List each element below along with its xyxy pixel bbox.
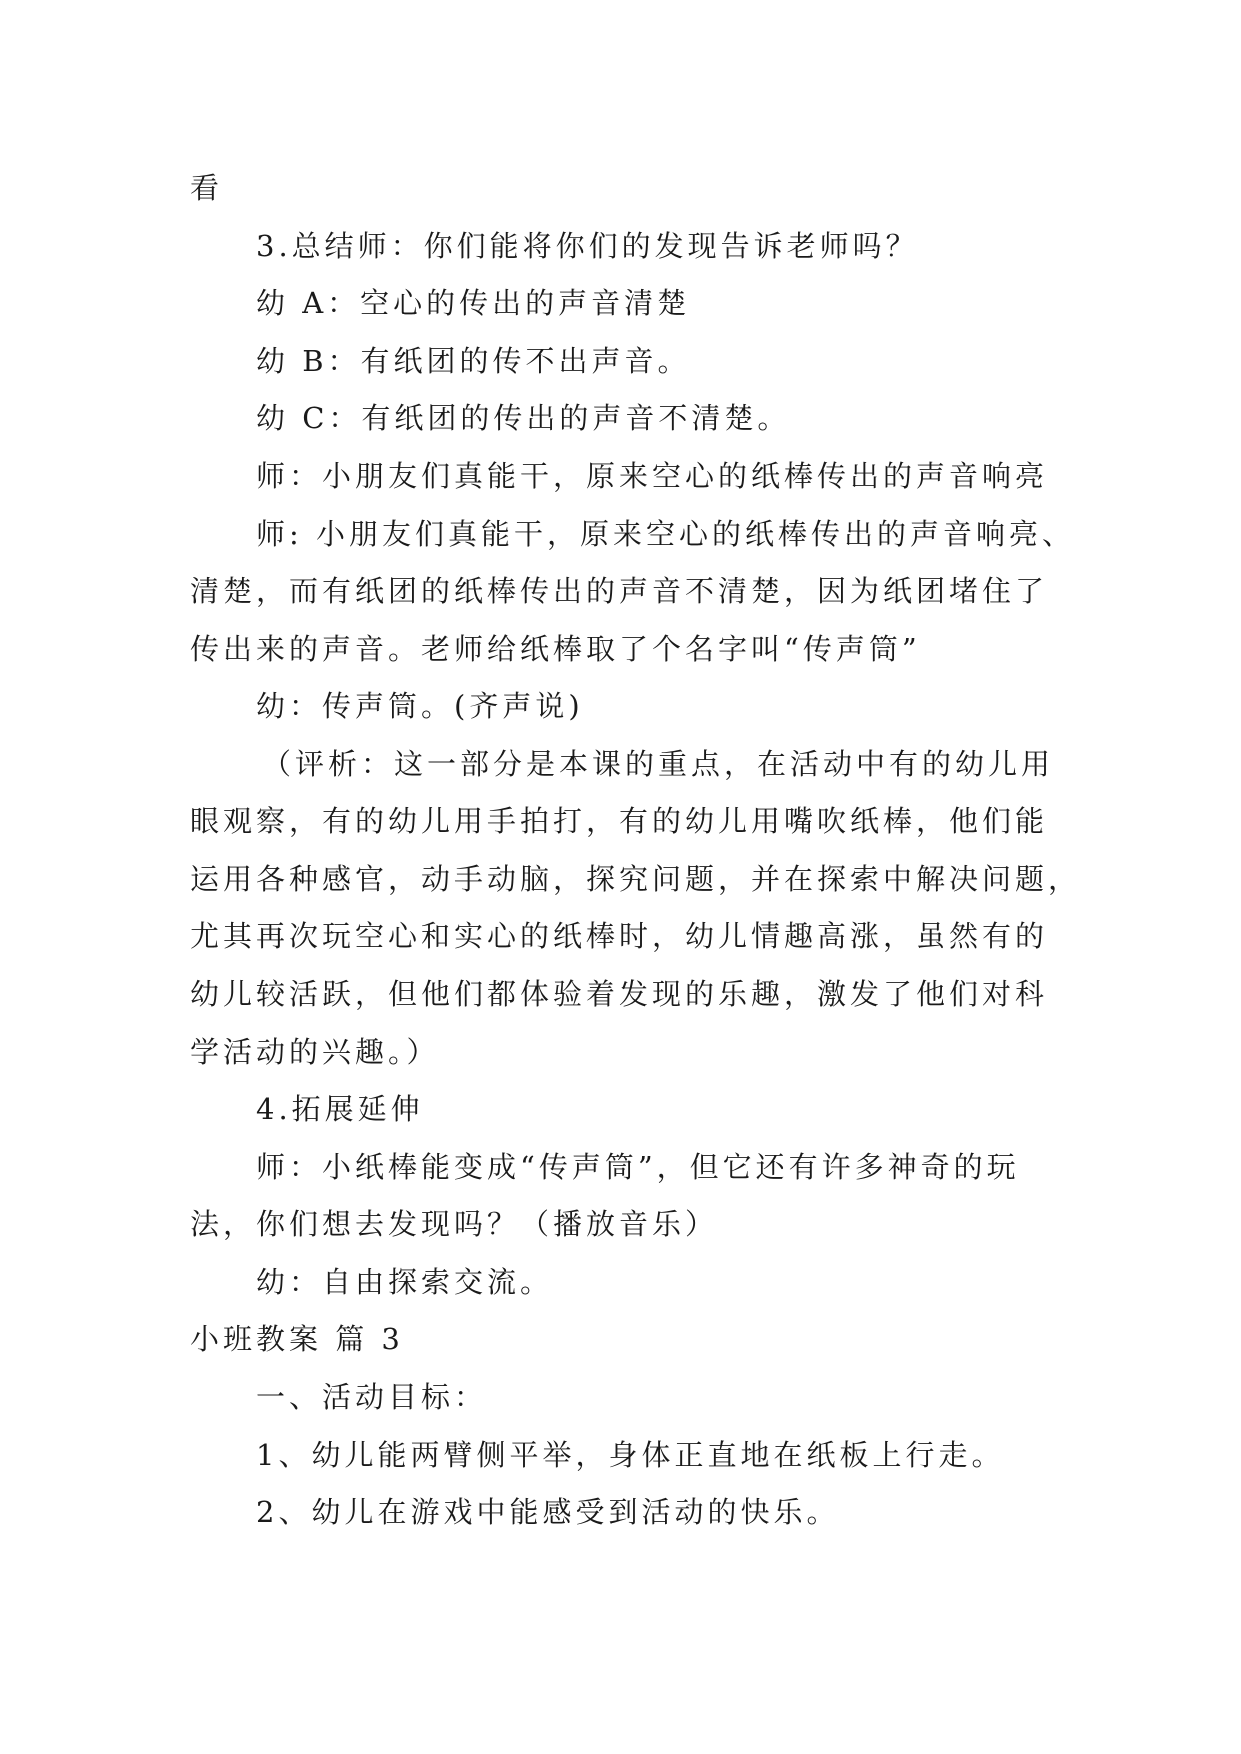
text-line: 眼观察，有的幼儿用手拍打，有的幼儿用嘴吹纸棒，他们能 xyxy=(190,804,1049,838)
text-line: 尤其再次玩空心和实心的纸棒时，幼儿情趣高涨，虽然有的 xyxy=(190,919,1049,953)
text-line: 2、幼儿在游戏中能感受到活动的快乐。 xyxy=(256,1495,840,1529)
section-heading: 小班教案 篇 3 xyxy=(190,1322,404,1356)
text-line: 师: 小朋友们真能干，原来空心的纸棒传出的声音响亮、 xyxy=(256,517,1075,551)
text-line: 1、幼儿能两臂侧平举，身体正直地在纸板上行走。 xyxy=(256,1438,1005,1472)
text-line: 幼儿较活跃，但他们都体验着发现的乐趣，激发了他们对科 xyxy=(190,977,1049,1011)
text-line: 法，你们想去发现吗？（播放音乐） xyxy=(190,1207,719,1241)
text-line: 运用各种感官，动手动脑，探究问题，并在探索中解决问题， xyxy=(190,862,1082,896)
text-line: 幼 C：有纸团的传出的声音不清楚。 xyxy=(256,401,791,435)
text-line: 幼：传声筒。(齐声说) xyxy=(256,689,584,723)
text-line: 师：小纸棒能变成“传声筒”，但它还有许多神奇的玩 xyxy=(256,1150,1020,1184)
text-line: 4.拓展延伸 xyxy=(256,1092,424,1126)
text-line: 幼 B：有纸团的传不出声音。 xyxy=(256,344,691,378)
text-line: 传出来的声音。老师给纸棒取了个名字叫“传声筒” xyxy=(190,632,921,666)
text-line: 一、活动目标： xyxy=(256,1380,488,1414)
text-line: 学活动的兴趣。） xyxy=(190,1035,440,1069)
text-line: 3.总结师：你们能将你们的发现告诉老师吗？ xyxy=(256,229,919,263)
text-line: 清楚，而有纸团的纸棒传出的声音不清楚，因为纸团堵住了 xyxy=(190,574,1049,608)
text-line: （评析：这一部分是本课的重点，在活动中有的幼儿用 xyxy=(262,747,1055,781)
text-line: 看 xyxy=(190,171,224,205)
text-line: 幼 A：空心的传出的声音清楚 xyxy=(256,286,691,320)
text-line: 幼：自由探索交流。 xyxy=(256,1265,554,1299)
text-line: 师：小朋友们真能干，原来空心的纸棒传出的声音响亮 xyxy=(256,459,1049,493)
